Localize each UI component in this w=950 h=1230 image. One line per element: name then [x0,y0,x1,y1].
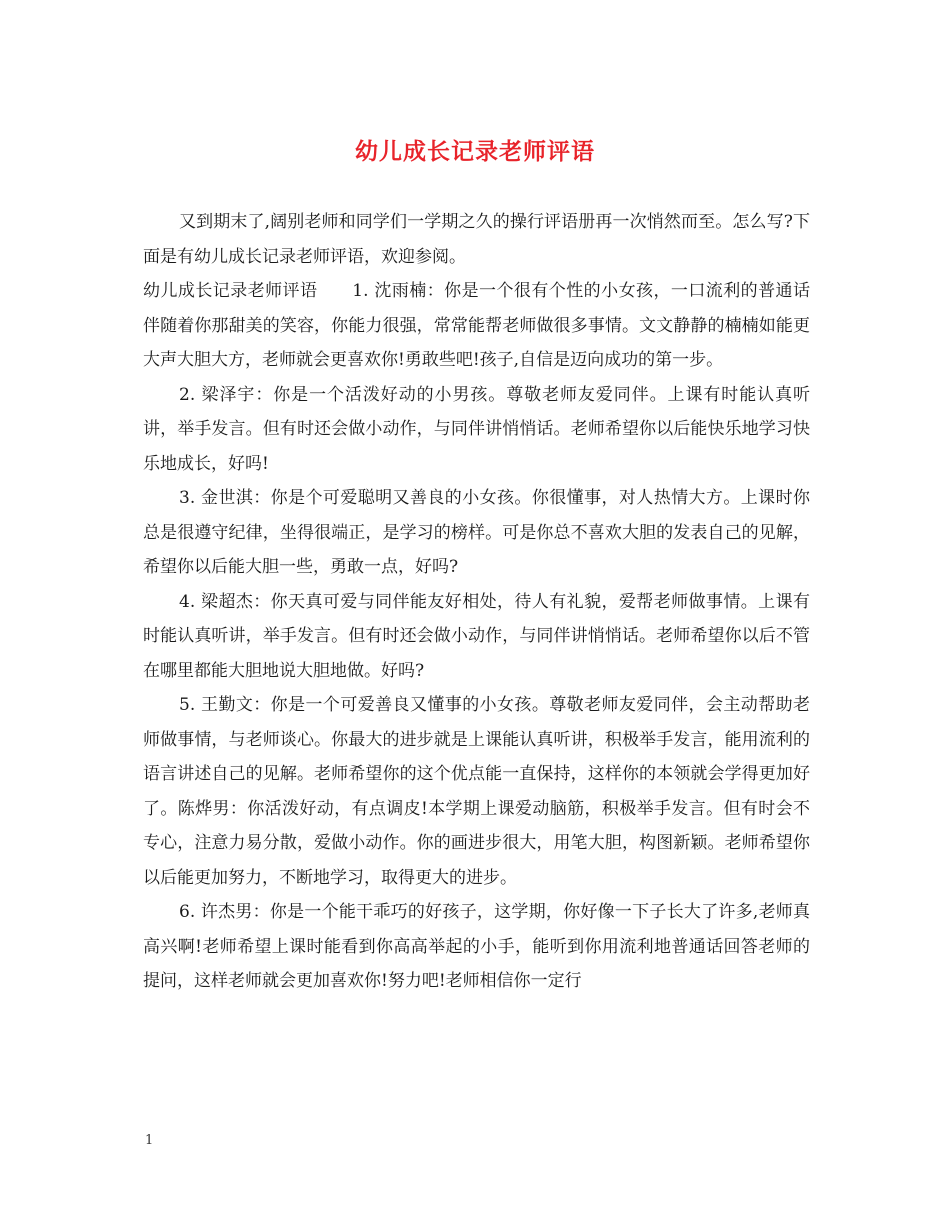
page-number: 1 [145,1133,154,1148]
page-title: 幼儿成长记录老师评语 [355,138,595,165]
document-body [143,205,810,999]
paragraph-comment-6: 6. 许杰男：你是一个能干乖巧的好孩子，这学期，你好像一下子长大了许多,老师真高兴啊!老师希望上课时能看到你高高举起的小手，能听到你用流利地普通话回答老师的提问，这样老师就会更加喜欢你!努力吧!老师相信你一定行 [143,902,810,991]
paragraph-comment-4: 4. 梁超杰：你天真可爱与同伴能友好相处，待人有礼貌，爱帮老师做事情。上课有时能认真听讲，举手发言。但有时还会做小动作，与同伴讲悄悄话。老师希望你以后不管在哪里都能大胆地说大胆地做。好吗? [143,591,810,681]
paragraph-comment-2: 2. 梁泽宇：你是一个活泼好动的小男孩。尊敬老师友爱同伴。上课有时能认真听讲，举手发言。但有时还会做小动作，与同伴讲悄悄话。老师希望你以后能快乐地学习快乐地成长，好吗! [143,384,810,474]
paragraph-comment-1: 幼儿成长记录老师评语 1. 沈雨楠：你是一个很有个性的小女孩，一口流利的普通话伴随着你那甜美的笑容，你能力很强，常常能帮老师做很多事情。文文静静的楠楠如能更大声大胆大方，老师就会更喜欢你!勇敢些吧!孩子,自信是迈向成功的第一步。 [143,281,810,370]
paragraph-intro: 又到期末了,阔别老师和同学们一学期之久的操行评语册再一次悄然而至。怎么写?下面是有幼儿成长记录老师评语，欢迎参阅。 [143,212,810,267]
paragraph-comment-5: 5. 王勤文：你是一个可爱善良又懂事的小女孩。尊敬老师友爱同伴，会主动帮助老师做事情，与老师谈心。你最大的进步就是上课能认真听讲，积极举手发言，能用流利的语言讲述自己的见解。老师希望你的这个优点能一直保持，这样你的本领就会学得更加好了。陈烨男：你活泼好动，有点调皮!本学期上课爱动脑筋，积极举手发言。但有时会不专心，注意力易分散，爱做小动作。你的画进步很大，用笔大胆，构图新颖。老师希望你以后能更加努力，不断地学习，取得更大的进步。 [143,695,810,888]
paragraph-comment-3: 3. 金世淇：你是个可爱聪明又善良的小女孩。你很懂事，对人热情大方。上课时你总是很遵守纪律，坐得很端正，是学习的榜样。可是你总不喜欢大胆的发表自己的见解，希望你以后能大胆一些，勇敢一点，好吗? [143,488,810,577]
